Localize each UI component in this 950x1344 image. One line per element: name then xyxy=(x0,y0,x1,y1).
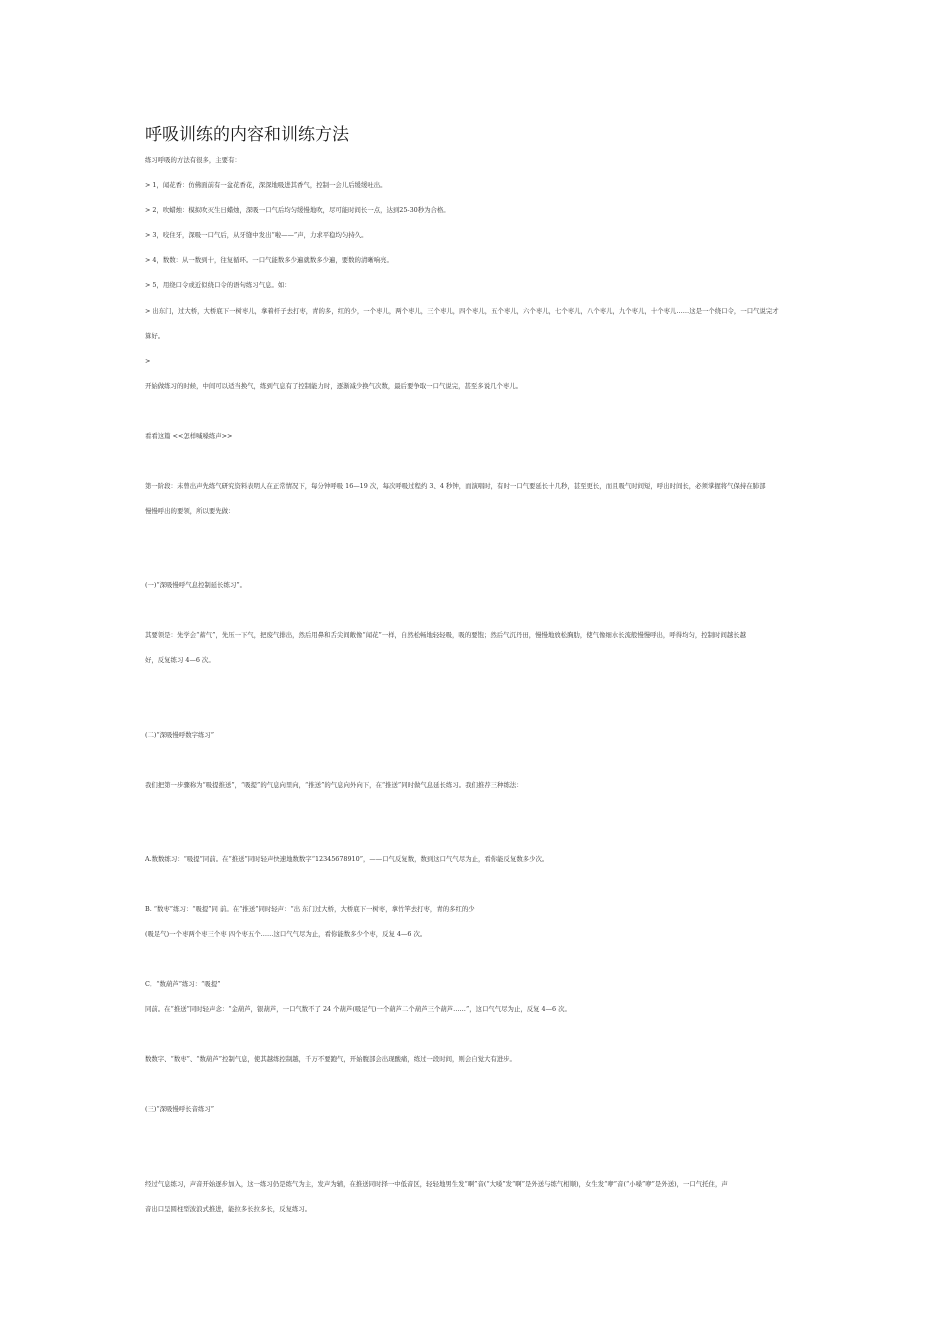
document-title: 呼吸训练的内容和训练方法 xyxy=(145,125,349,145)
paragraph-line: > 5，用绕口令或近似绕口令的语句练习气息。如： xyxy=(145,281,291,289)
paragraph-line: B. “数枣”练习：“吸提”同 前。在“推送”同时轻声：“出 东门过大桥，大桥底下一树枣，拿竹竿去打枣，青的多红的少 xyxy=(145,905,475,913)
paragraph-line: 其要领是：先学会“蓄气”，先压一下气，把废气排出，然后用鼻和舌尖间敞像“闻花”一样，自然松畅地轻轻吸，吸的要饱；然后气沉丹田，慢慢地放松胸肋，使气像细水长流般慢慢呼出，呼得均匀，控制时间越长越 xyxy=(145,631,747,639)
paragraph-line: 经过气息练习，声音开始逐步加入，这一练习仍是练气为主，发声为辅，在推送同时择一中低音区，轻轻地男生发“啊”音(“大嗓”发“啊”是外送与练气相顺)，女生发“咿”音(“小嗓”咿”是外送)，一口气托住，声 xyxy=(145,1180,728,1188)
paragraph-line: > 1，闻花香：仿佛面前有一盆花香花，深深地吸进其香气，控制一会儿后缓缓吐出。 xyxy=(145,181,387,189)
paragraph-line: C．“数葫芦”练习：“吸提” xyxy=(145,980,221,988)
paragraph-line: 我们把第一步骤称为“吸提推送”，“吸提”的气息向里向，“推送”的气息向外向下，在“推送”同时做气息延长练习。我们推荐三种练法： xyxy=(145,781,523,789)
paragraph-line: > 4，数数：从一数到十，往复循环。一口气能数多少遍就数多少遍，要数的清晰响亮。 xyxy=(145,256,393,264)
paragraph-line: 好，反复练习 4—6 次。 xyxy=(145,656,215,664)
paragraph-line: (二)“深吸慢呼数字练习” xyxy=(145,731,215,739)
paragraph-line: 看看这篇 <<怎样喊嗓练声>> xyxy=(145,432,233,440)
paragraph-line: > 出东门，过大桥，大桥底下一树枣儿，拿着杆子去打枣，青的多，红的少，一个枣儿，两个枣儿，三个枣儿，四个枣儿，五个枣儿，六个枣儿，七个枣儿，八个枣儿，九个枣儿，十个枣儿……这是一个绕口令，一口气说完才 xyxy=(145,307,779,315)
paragraph-line: > 2，吹蜡烛：模拟吹灭生日蜡烛，深吸一口气后均匀缓慢地吹，尽可能时间长一点，达到25-30秒为合格。 xyxy=(145,206,450,214)
paragraph-line: (吸足气)一个枣两个枣三个枣 四个枣五个……这口气气尽为止，看你能数多少个枣，反复 4—6 次。 xyxy=(145,930,427,938)
paragraph-line: 数数字、“数枣”、“数葫芦”控制气息，使其越练控制越，千万不要跑气，开始腹部会出现酸痛，练过一段时间，则会自觉大有进步。 xyxy=(145,1055,516,1063)
paragraph-line: 音出口呈圆柱型波浪式推进，能拉多长拉多长，反复练习。 xyxy=(145,1205,312,1213)
paragraph-line: 慢慢呼出的要领，所以要先做： xyxy=(145,507,235,515)
paragraph-line: 同前。在“推送”同时轻声念：“金葫芦，银葫芦，一口气数不了 24 个葫芦(吸足气)一个葫芦二个葫芦三个葫芦……”，这口气气尽为止，反复 4—6 次。 xyxy=(145,1005,571,1013)
paragraph-line: > xyxy=(145,357,151,365)
paragraph-line: A.数数练习：“吸提”同前。在“推送”同时轻声快速地数数字“12345678910”，——口气反复数，数到这口气气尽为止，看你能反复数多少次。 xyxy=(145,855,549,863)
paragraph-line: (三)“深吸慢呼长音练习” xyxy=(145,1105,215,1113)
paragraph-line: 开始做练习的时候，中间可以适当换气，练到气息有了控制能力时，逐渐减少换气次数，最后要争取一口气说完，甚至多说几个枣儿。 xyxy=(145,382,523,390)
paragraph-line: 第一阶段：未曾出声先练气研究资料表明人在正常情况下，每分钟呼吸 16—19 次，每次呼吸过程约 3、4 秒钟，而演唱时，有时一口气要延长十几秒，甚至更长，而且吸气时间短，呼出时间长，必须掌握将气保持在肺部 xyxy=(145,482,766,490)
paragraph-line: 算好。 xyxy=(145,332,165,340)
paragraph-line: (一)“深吸慢呼气息控制延长练习”。 xyxy=(145,581,246,589)
paragraph-line: 练习呼吸的方法有很多，主要有： xyxy=(145,156,241,164)
paragraph-line: > 3，咬住牙，深吸一口气后，从牙缝中发出“啦——”声，力求平稳均匀持久。 xyxy=(145,231,368,239)
